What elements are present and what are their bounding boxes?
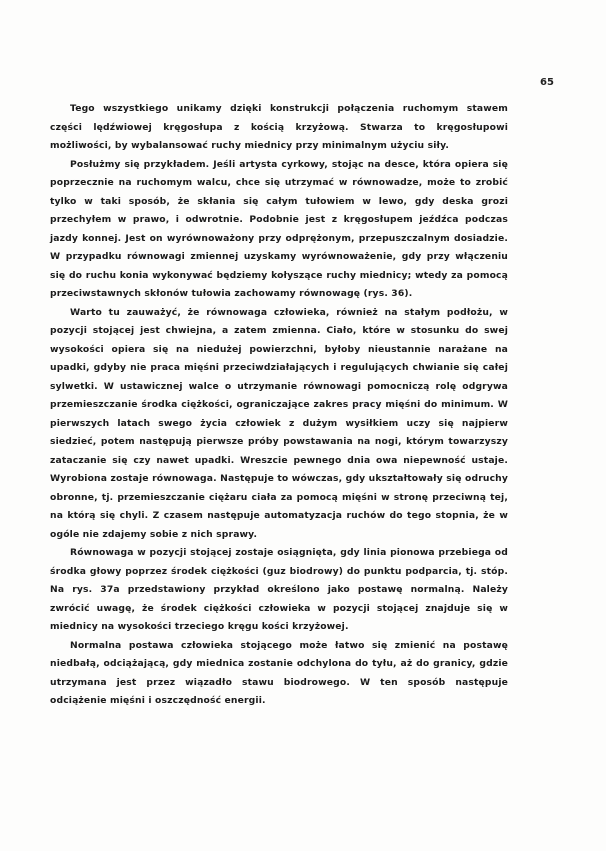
paragraph-3: Warto tu zauważyć, że równowaga człowieka, również na stałym podłożu, w pozycji stojącej jest chwiejna, a zatem zmienna. Ciało, które w stosunku do swej wysokości opiera się na niedużej powierzchni, byłoby nieustannie narażane na upadki, gdyby nie praca mięśni przeciwdziałających i regulujących chwianie się całej sylwetki. W ustawicznej walce o utrzymanie równowagi pomocniczą rolę odgrywa przemieszczanie środka ciężkości, ograniczające zakres pracy mięśni do minimum. W pierwszych latach swego życia człowiek z dużym wysiłkiem uczy się najpierw siedzieć, potem następują pierwsze próby powstawania na nogi, którym towarzyszy zataczanie się czy nawet upadki. Wreszcie pewnego dnia owa niepewność ustaje. Wyrobiona zostaje równowaga. Następuje to wówczas, gdy ukształtowały się odruchy obronne, tj. przemieszczanie ciężaru ciała za pomocą mięśni w stronę przeciwną tej, na którą się chyli. Z czasem następuje automatyzacja ruchów do tego stopnia, że w ogóle nie zdajemy sobie z nich sprawy. xyxy=(50,306,508,540)
paragraph-5: Normalna postawa człowieka stojącego może łatwo się zmienić na postawę niedbałą, odciążającą, gdy miednica zostanie odchylona do tyłu, aż do granicy, gdzie utrzymana jest przez wiązadło stawu biodrowego. W ten sposób następuje odciążenie mięśni i oszczędność energii. xyxy=(50,639,508,706)
paragraph-4: Równowaga w pozycji stojącej zostaje osiągnięta, gdy linia pionowa przebiega od środka głowy poprzez środek ciężkości (guz biodrowy) do punktu podparcia, tj. stóp. Na rys. 37a przedstawiony przykład określono jako postawę normalną. Należy zwrócić uwagę, że środek ciężkości człowieka w pozycji stojącej znajduje się w miednicy na wysokości trzeciego kręgu kości krzyżowej. xyxy=(50,547,508,632)
page-number: 65 xyxy=(540,77,554,88)
paragraph-1: Tego wszystkiego unikamy dzięki konstrukcji połączenia ruchomym stawem części lędźwiowej kręgosłupa z kością krzyżową. Stwarza to kręgosłupowi możliwości, by wybalansować ruchy miednicy przy minimalnym użyciu siły. xyxy=(50,103,508,151)
paragraph-2: Posłużmy się przykładem. Jeśli artysta cyrkowy, stojąc na desce, która opiera się poprzecznie na ruchomym walcu, chce się utrzymać w równowadze, może to zrobić tylko w taki sposób, że skłania się całym tułowiem w lewo, gdy deska grozi przechyłem w prawo, i odwrotnie. Podobnie jest z kręgosłupem jeźdźca podczas jazdy konnej. Jest on wyrównoważony przy odprężonym, przepuszczalnym dosiadzie. W przypadku równowagi zmiennej uzyskamy wyrównoważenie, gdy przy włączeniu się do ruchu konia wykonywać będziemy kołyszące ruchy miednicy; wtedy za pomocą przeciwstawnych skłonów tułowia zachowamy równowagę (rys. 36). xyxy=(50,158,508,299)
body-text xyxy=(50,100,508,711)
